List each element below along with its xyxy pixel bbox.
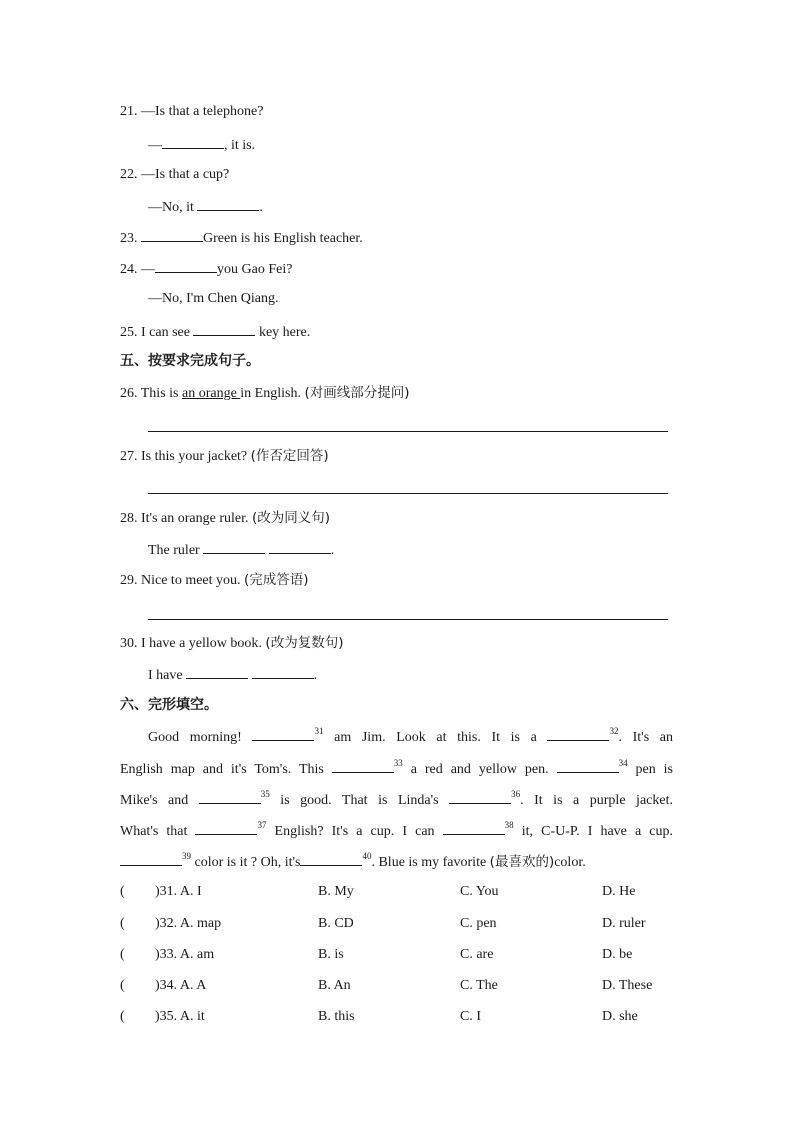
passage-line-5: $^{39}$ color is it ? Oh, it's $^{40}$. Blue is my favorite (最喜欢的)color. bbox=[120, 852, 673, 872]
passage-line-4: What's that $^{37}$ English? It's a cup. I can $^{38}$ it, C-U-P. I have a cup. bbox=[120, 820, 673, 839]
question-30-answer: I have . bbox=[148, 665, 317, 685]
answer-line[interactable] bbox=[148, 493, 668, 494]
cloze-blank-38[interactable] bbox=[443, 821, 505, 835]
question-27: 27. Is this your jacket? (作否定回答) bbox=[120, 448, 329, 464]
passage-line-1: Good morning! $^{31}$ am Jim. Look at this. It is a $^{32}$. It's an bbox=[148, 726, 673, 745]
answer-blank[interactable] bbox=[155, 259, 217, 273]
question-29: 29. Nice to meet you. (完成答语) bbox=[120, 572, 309, 588]
passage-line-2: English map and it's Tom's. This $^{33}$ a red and yellow pen. $^{34}$ pen is bbox=[120, 758, 673, 777]
answer-blank[interactable] bbox=[186, 665, 248, 679]
answer-line[interactable] bbox=[148, 431, 668, 432]
cloze-blank-35[interactable] bbox=[199, 790, 261, 804]
answer-line[interactable] bbox=[148, 619, 668, 620]
question-24-reply: —No, I'm Chen Qiang. bbox=[148, 291, 279, 306]
question-30: 30. I have a yellow book. (改为复数句) bbox=[120, 635, 344, 651]
cloze-blank-33[interactable] bbox=[332, 759, 394, 773]
answer-blank[interactable] bbox=[203, 540, 265, 554]
answer-blank[interactable] bbox=[141, 228, 203, 242]
answer-blank[interactable] bbox=[162, 135, 224, 149]
question-21: 21. —Is that a telephone? bbox=[120, 104, 264, 119]
cloze-blank-40[interactable] bbox=[300, 852, 362, 866]
question-24: 24. — you Gao Fei? bbox=[120, 259, 292, 279]
cloze-blank-36[interactable] bbox=[449, 790, 511, 804]
question-22-reply: —No, it . bbox=[148, 197, 263, 217]
question-21-reply: — , it is. bbox=[148, 135, 255, 155]
question-26: 26. This is an orange in English. (对画线部分提问) bbox=[120, 385, 410, 401]
section-6-heading: 六、完形填空。 bbox=[120, 697, 218, 713]
answer-blank[interactable] bbox=[197, 197, 259, 211]
question-25: 25. I can see key here. bbox=[120, 322, 310, 342]
passage-line-3: Mike's and $^{35}$ is good. That is Linda's $^{36}$. It is a purple jacket. bbox=[120, 789, 673, 808]
answer-blank[interactable] bbox=[252, 665, 314, 679]
question-28-answer: The ruler . bbox=[148, 540, 334, 560]
question-28: 28. It's an orange ruler. (改为同义句) bbox=[120, 510, 331, 526]
question-22: 22. —Is that a cup? bbox=[120, 167, 230, 182]
cloze-blank-31[interactable] bbox=[252, 727, 314, 741]
cloze-blank-39[interactable] bbox=[120, 852, 182, 866]
section-5-heading: 五、按要求完成句子。 bbox=[120, 353, 260, 369]
answer-blank[interactable] bbox=[269, 540, 331, 554]
cloze-blank-32[interactable] bbox=[547, 727, 609, 741]
cloze-blank-34[interactable] bbox=[557, 759, 619, 773]
answer-blank[interactable] bbox=[193, 322, 255, 336]
underlined-phrase: an orange bbox=[181, 386, 241, 401]
question-23: 23. Green is his English teacher. bbox=[120, 228, 363, 248]
cloze-blank-37[interactable] bbox=[195, 821, 257, 835]
